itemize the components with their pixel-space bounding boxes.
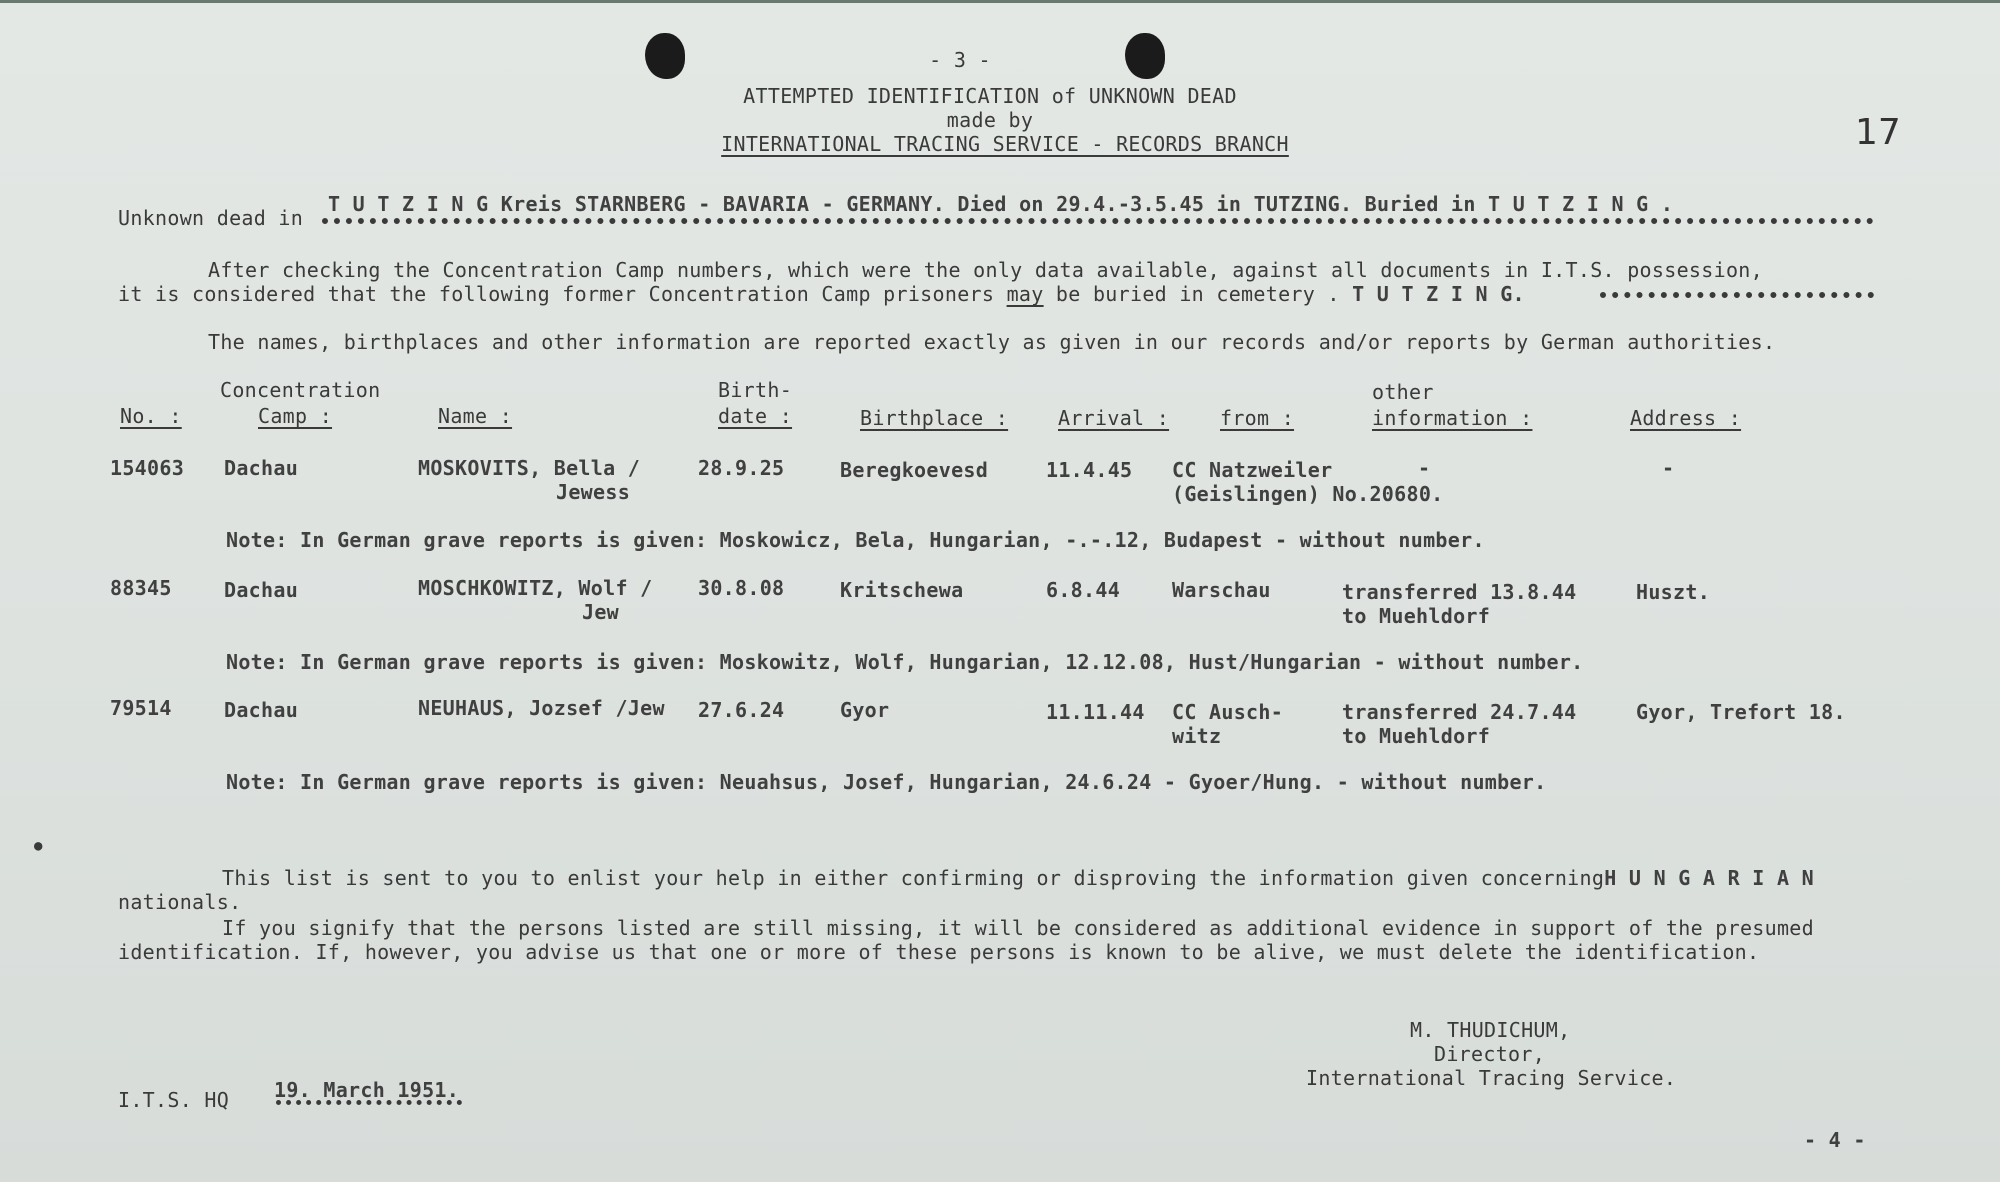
- record-3-name: NEUHAUS, Jozsef /Jew: [418, 696, 665, 720]
- record-3-from: CC Ausch-: [1172, 700, 1284, 724]
- record-2-info-2: to Muehldorf: [1342, 604, 1491, 628]
- next-page-number: - 4 -: [1804, 1128, 1866, 1152]
- record-2-from: Warschau: [1172, 578, 1271, 602]
- record-1-address: -: [1662, 456, 1675, 480]
- record-2-birthplace: Kritschewa: [840, 578, 964, 602]
- col-header-birthplace: Birthplace :: [860, 406, 1009, 430]
- made-by-label: made by: [946, 108, 1034, 132]
- record-1-info: -: [1418, 456, 1431, 480]
- record-2-name: MOSCHKOWITZ, Wolf /: [418, 576, 653, 600]
- signature-title: Director,: [1434, 1042, 1546, 1066]
- sheet-number: 17: [1855, 112, 1901, 153]
- record-1-no: 154063: [110, 456, 185, 480]
- closing-line-2: nationals.: [118, 890, 242, 914]
- organization-heading: INTERNATIONAL TRACING SERVICE - RECORDS BRANCH: [721, 132, 1289, 156]
- col-header-camp-top: Concentration: [220, 378, 381, 402]
- margin-mark: ●: [34, 838, 43, 854]
- record-2-birthdate: 30.8.08: [698, 576, 785, 600]
- hq-label: I.T.S. HQ: [118, 1088, 230, 1112]
- record-3-no: 79514: [110, 696, 172, 720]
- unknown-dead-label: Unknown dead in: [118, 206, 304, 230]
- col-header-from: from :: [1220, 406, 1295, 430]
- col-header-birthdate-top: Birth-: [718, 378, 793, 402]
- col-header-address: Address :: [1630, 406, 1742, 430]
- col-header-name: Name :: [438, 404, 513, 428]
- paragraph-1-line-2: it is considered that the following former Concentration Camp prisoners may be buried in cemetery . T U T Z I N G.: [118, 282, 1525, 306]
- record-2-camp: Dachau: [224, 578, 299, 602]
- paragraph-2: The names, birthplaces and other information are reported exactly as given in our records and/or reports by German authorities.: [208, 330, 1776, 354]
- col-header-other-bottom: information :: [1372, 406, 1533, 430]
- record-2-name-2: Jew: [582, 600, 620, 624]
- record-1-name: MOSKOVITS, Bella /: [418, 456, 641, 480]
- page-edge: [0, 0, 2000, 3]
- document-title: ATTEMPTED IDENTIFICATION of UNKNOWN DEAD: [743, 84, 1237, 108]
- date-dotted-line: [276, 1100, 462, 1105]
- record-3-arrival: 11.11.44: [1046, 700, 1145, 724]
- dotted-fill-line-2: [1600, 292, 1874, 298]
- paragraph-1-line-1: After checking the Concentration Camp numbers, which were the only data available, against all documents in I.T.S. possession,: [208, 258, 1763, 282]
- record-1-birthplace: Beregkoevesd: [840, 458, 989, 482]
- record-1-arrival: 11.4.45: [1046, 458, 1133, 482]
- record-3-birthdate: 27.6.24: [698, 698, 785, 722]
- record-2-address: Huszt.: [1636, 580, 1711, 604]
- closing-line-3: If you signify that the persons listed are still missing, it will be considered as additional evidence in support of the presumed: [222, 916, 1814, 940]
- col-header-arrival: Arrival :: [1058, 406, 1170, 430]
- record-3-camp: Dachau: [224, 698, 299, 722]
- record-1-note: Note: In German grave reports is given: Moskowicz, Bela, Hungarian, -.-.12, Budapest - without number.: [226, 528, 1485, 552]
- page-number-top: - 3 -: [929, 48, 991, 72]
- nationality: H U N G A R I A N: [1604, 866, 1815, 890]
- record-2-arrival: 6.8.44: [1046, 578, 1121, 602]
- record-3-from-2: witz: [1172, 724, 1222, 748]
- record-2-info: transferred 13.8.44: [1342, 580, 1577, 604]
- document-date: 19. March 1951.: [274, 1078, 460, 1102]
- punch-hole-left: [645, 33, 685, 79]
- record-1-camp: Dachau: [224, 456, 299, 480]
- record-3-note: Note: In German grave reports is given: Neuahsus, Josef, Hungarian, 24.6.24 - Gyoer/Hung. - without number.: [226, 770, 1547, 794]
- record-1-name-2: Jewess: [556, 480, 631, 504]
- col-header-camp-bottom: Camp :: [258, 404, 333, 428]
- cemetery-name: T U T Z I N G.: [1352, 282, 1525, 306]
- record-2-note: Note: In German grave reports is given: Moskowitz, Wolf, Hungarian, 12.12.08, Hust/Hungarian - without number.: [226, 650, 1584, 674]
- col-header-birthdate-bottom: date :: [718, 404, 793, 428]
- record-3-info-2: to Muehldorf: [1342, 724, 1491, 748]
- record-3-address: Gyor, Trefort 18.: [1636, 700, 1846, 724]
- record-1-birthdate: 28.9.25: [698, 456, 785, 480]
- record-2-no: 88345: [110, 576, 172, 600]
- closing-line-4: identification. If, however, you advise us that one or more of these persons is known to be alive, we must delete the identification.: [118, 940, 1760, 964]
- record-1-from-2: (Geislingen) No.20680.: [1172, 482, 1444, 506]
- record-1-from: CC Natzweiler: [1172, 458, 1333, 482]
- record-3-birthplace: Gyor: [840, 698, 890, 722]
- signature-org: International Tracing Service.: [1306, 1066, 1677, 1090]
- signature-name: M. THUDICHUM,: [1410, 1018, 1571, 1042]
- record-3-info: transferred 24.7.44: [1342, 700, 1577, 724]
- closing-line-1: This list is sent to you to enlist your help in either confirming or disproving the information given concerningH U N G A R I A N: [222, 866, 1815, 890]
- dotted-fill-line: [322, 218, 1874, 224]
- col-header-no: No. :: [120, 404, 182, 428]
- unknown-dead-value: T U T Z I N G Kreis STARNBERG - BAVARIA - GERMANY. Died on 29.4.-3.5.45 in TUTZING. Buried in T U T Z I N G .: [328, 192, 1674, 216]
- punch-hole-right: [1125, 33, 1165, 79]
- col-header-other-top: other: [1372, 380, 1434, 404]
